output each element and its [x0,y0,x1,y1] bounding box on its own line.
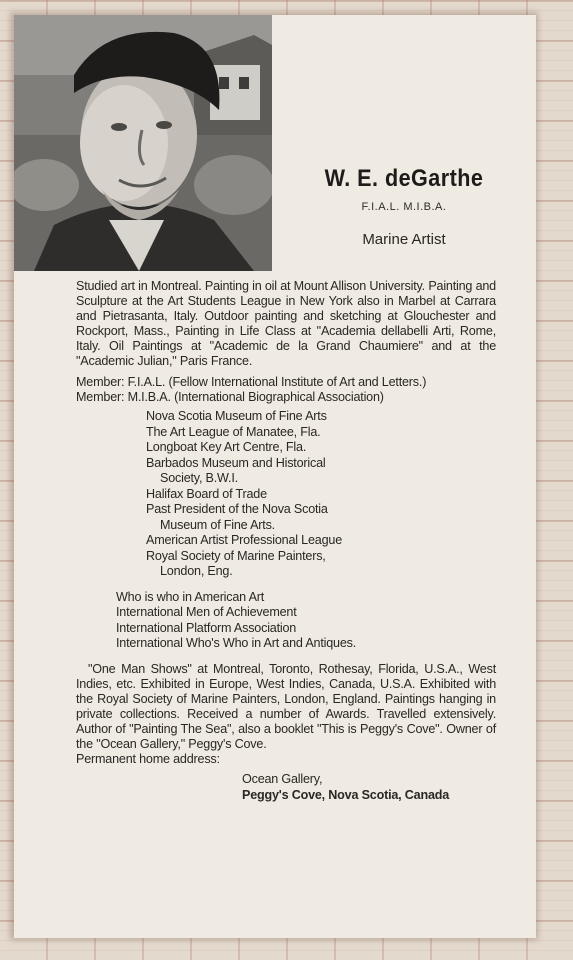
shows-paragraph: "One Man Shows" at Montreal, Toronto, Rothesay, Florida, U.S.A., West Indies, etc. Exhibited in Europe, West Indies, Canada, U.S.A. Exhibited with the Royal Society of Marine Painters, London, England. Paintings hanging in private collections. Received a number of Awards. Travelled extensively. Author of "Painting The Sea", also a booklet "This is Peggy's Cove". Owner of the "Ocean Gallery," Peggy's Cove. [76,661,496,751]
biography-body [76,279,496,803]
affiliation-item: Halifax Board of Trade [146,486,267,501]
portrait-photo-image [14,15,272,271]
education-paragraph: Studied art in Montreal. Painting in oil at Mount Allison University. Painting and Sculpture at the Art Students League in New York also in Marbel at Carrara and Pietrasanta, Italy. Outdoor painting and sketching at Glouchester and Rockport, Mass., Painting in Life Class at "Academia dellabelli Arti, Rome, Italy. Oil Paintings at "Academic de la Grand Chaumiere" and at the "Academic Julian," Paris France. [76,279,496,368]
affiliation-item: Longboat Key Art Centre, Fla. [146,440,307,454]
listing-item: International Platform Association [116,620,297,635]
artist-name: W. E. deGarthe [324,165,484,192]
artist-title: Marine Artist [362,231,446,248]
affiliation-item: Museum of Fine Arts. [160,517,275,532]
affiliation-item: Barbados Museum and Historical [146,455,326,470]
membership-miba: Member: M.I.B.A. (International Biographical Association) [76,390,384,404]
membership-fial: Member: F.I.A.L. (Fellow International Institute of Art and Letters.) [76,375,427,389]
affiliation-item: London, Eng. [160,564,233,578]
address-line-2: Peggy's Cove, Nova Scotia, Canada [242,787,450,802]
artist-credentials: F.I.A.L. M.I.B.A. [361,201,447,213]
affiliation-item: Royal Society of Marine Painters, [146,548,326,563]
newspaper-clipping [14,15,536,938]
affiliation-item: American Artist Professional League [146,533,343,547]
affiliation-item: The Art League of Manatee, Fla. [146,424,321,439]
listing-item: International Men of Achievement [116,605,297,619]
listing-item: Who is who in American Art [116,589,265,604]
home-address [242,771,496,803]
affiliations-list [146,409,496,580]
affiliation-item: Society, B.W.I. [160,471,238,485]
address-label: Permanent home address: [76,751,220,766]
affiliation-item: Nova Scotia Museum of Fine Arts [146,409,327,423]
listings-list [116,590,496,652]
listing-item: International Who's Who in Art and Antiques. [116,636,357,650]
portrait-photo [14,15,272,271]
affiliation-item: Past President of the Nova Scotia [146,502,328,516]
header-block [272,15,536,271]
address-line-1: Ocean Gallery, [242,771,323,786]
